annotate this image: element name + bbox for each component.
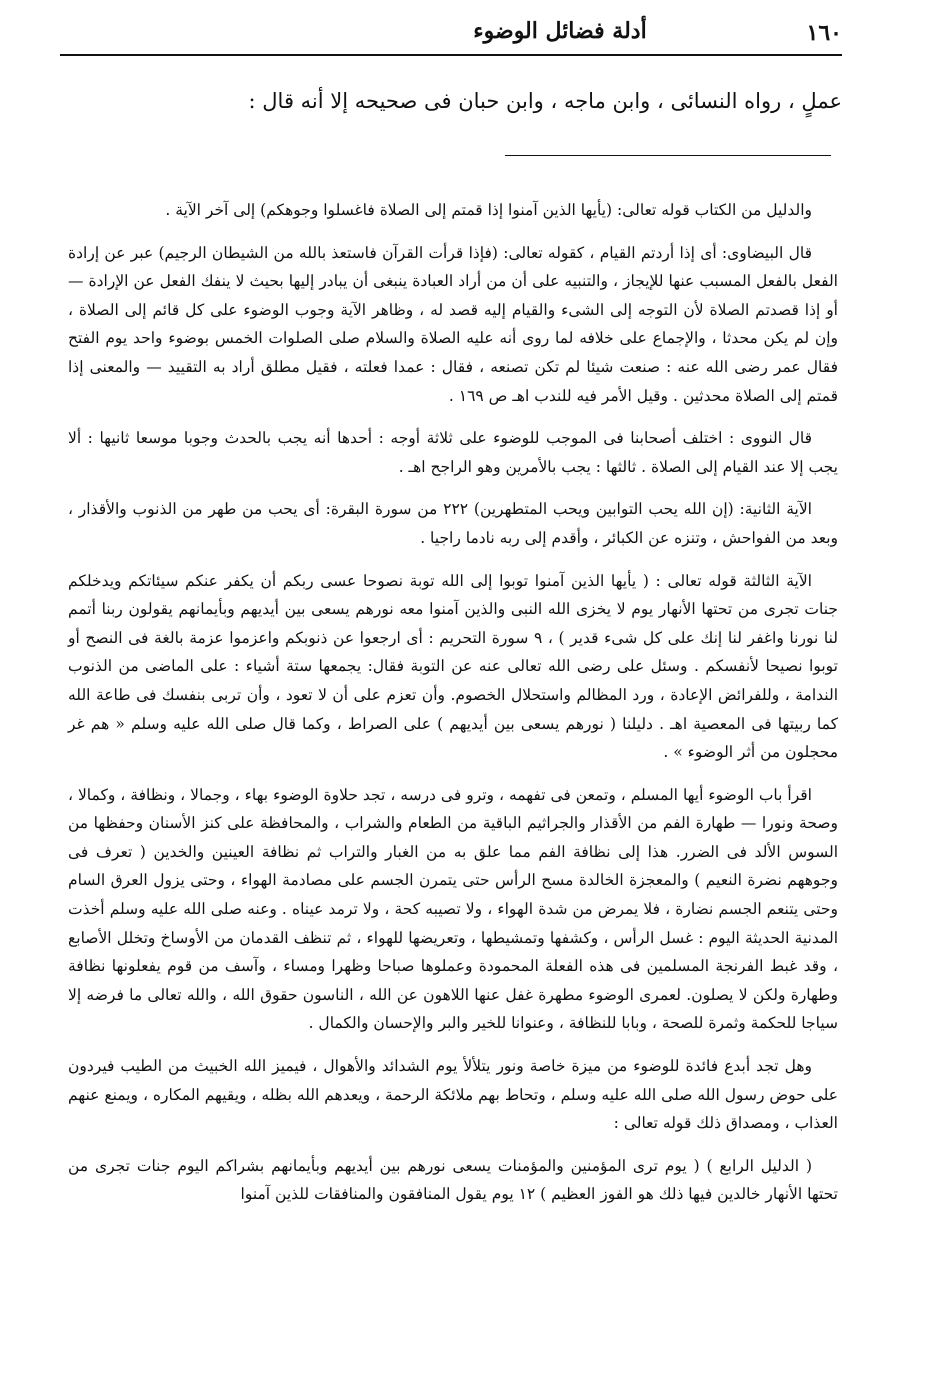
page-number: ١٦٠ xyxy=(806,20,842,46)
paragraph-nawawi: قال النووى : اختلف أصحابنا فى الموجب للوضوء على ثلاثة أوجه : أحدها أنه يجب بالحدث وجوبا موسعا ثانيها : ألا يجب إلا عند القيام إلى الصلاة . ثالثها : يجب بالأمرين وهو الراجح اهـ . xyxy=(68,429,838,476)
footnote-separator xyxy=(505,155,831,156)
paragraph-day-of-judgment: وهل تجد أبدع فائدة للوضوء من ميزة خاصة ونور يتلألأ يوم الشدائد والأهوال ، فيميز الله الخبيث من الطيب فيردون على حوض رسول الله صلى الله عليه وسلم ، وتحاط بهم ملائكة الرحمة ، ويعدهم الله بظله ، ويقيهم المكاره ، ويمنع عنهم العذاب ، ومصداق ذلك قوله تعالى : xyxy=(68,1057,838,1133)
paragraph-fourth-evidence: ( الدليل الرابع ) ( يوم ترى المؤمنين والمؤمنات يسعى نورهم بين أيديهم وبأيمانهم بشراكم اليوم جنات تجرى من تحتها الأنهار خالدين فيها ذلك هو الفوز العظيم ) ١٢ يوم يقول المنافقون والمنافقات للذين آمنوا xyxy=(68,1156,838,1204)
footnote-body xyxy=(68,196,838,1223)
paragraph-baydawi: قال البيضاوى: أى إذا أردتم القيام ، كقوله تعالى: (فإذا قرأت القرآن فاستعذ بالله من الشيطان الرجيم) عبر عن إرادة الفعل بالفعل المسبب عنها للإيجاز ، والتنبيه على أن من أراد العبادة ينبغى أن يبادر إليها بحيث لا ينفك الفعل عن الإرادة — أو إذا قصدتم الصلاة لأن التوجه إلى الشىء والقيام إليه قصد له ، وظاهر الآية وجوب الوضوء على كل قائم إلى الصلاة ، وإن لم يكن محدثا ، والإجماع على خلافه لما روى أنه عليه الصلاة والسلام صلى الصلوات الخمس بوضوء واحد يوم الفتح فقال عمر رضى الله عنه : صنعت شيئا لم تكن تصنعه ، فقال : عمدا فعلته ، فقيل مطلق أراد به التقييد — والمعنى إذا قمتم إلى الصلاة محدثين . وقيل الأمر فيه للندب اهـ ص ١٦٩ . xyxy=(68,243,838,405)
page-header xyxy=(60,18,842,56)
paragraph-third-verse: الآية الثالثة قوله تعالى : ( يأيها الذين آمنوا توبوا إلى الله توبة نصوحا عسى ربكم أن يكفر عنكم سيئاتكم ويدخلكم جنات تجرى من تحتها الأنهار يوم لا يخزى الله النبى والذين آمنوا معه نورهم يسعى بين أيديهم وبأيمانهم يقولون ربنا أتمم لنا نورنا واغفر لنا إنك على كل شىء قدير ) ، ٩ سورة التحريم : أى ارجعوا عن ذنوبكم واعزموا عزمة بالغة فى النصح أو توبوا نصيحا لأنفسكم . وسئل على رضى الله تعالى عنه عن التوبة فقال: يجمعها ستة أشياء : على الماضى من الذنوب الندامة ، وللفرائض الإعادة ، ورد المظالم واستحلال الخصوم. وأن تعزم على أن لا تعود ، وأن تربى بنفسك فى طاعة الله كما ربيتها فى المعصية اهـ . دليلنا ( نورهم يسعى بين أيديهم ) على الصراط ، وكما قال صلى الله عليه وسلم « هم غر محجلون من أثر الوضوء » . xyxy=(68,571,838,762)
paragraph-quran-evidence: والدليل من الكتاب قوله تعالى: (يأيها الذين آمنوا إذا قمتم إلى الصلاة فاغسلوا وجوهكم) إلى آخر الآية . xyxy=(165,201,812,219)
running-title: أدلة فضائل الوضوء xyxy=(473,18,647,44)
paragraph-second-verse: الآية الثانية: (إن الله يحب التوابين ويحب المتطهرين) ٢٢٢ من سورة البقرة: أى يحب من طهر من الذنوب والأقذار ، وبعد من الفواحش ، وتنزه عن الكبائر ، وأقدم إلى ربه نادما راجيا . xyxy=(68,500,838,547)
paragraph-wudu-benefits: اقرأ باب الوضوء أيها المسلم ، وتمعن فى تفهمه ، وترو فى درسه ، تجد حلاوة الوضوء بهاء ، وجمالا ، ونظافة ، وكمالا ، وصحة ونورا — طهارة الفم من الأقذار والجراثيم الباقية من الطعام والشراب ، والمحافظة على كنز الأسنان وحفظها من السوس الألد فى الضرر. هذا إلى نظافة الفم مما علق به من الغبار والتراب ثم نظافة العينين والخدين ( تعرف فى وجوههم نضرة النعيم ) والمعجزة الخالدة مسح الرأس حتى يتمرن الجسم على مصادمة الهواء ، وحتى يزول العرق السام وحتى يتنعم الجسم نضارة ، فلا يمرض من شدة الهواء ، ولا تصيبه كحة ، ولا ترمد عيناه . وعنه صلى الله عليه وسلم أخذت المدنية الحديثة اليوم : غسل الرأس ، وكشفها وتمشيطها ، وتعريضها للهواء ، ثم تنظف القدمان من الأوساخ وتخلل الأصابع ، وقد غبط الفرنجة المسلمين فى هذه الفعلة المحمودة وعملوها صباحا وظهرا ومساء ، وآسف من قوم يفعلونها نظافة وطهارة ولكن لا يصلون. لعمرى الوضوء مطهرة غفل عنها اللاهون عن الله ، الناسون حقوق الله ، والله تعالى ما فرضه إلا سياجا للحكمة وثمرة للصحة ، وبابا للنظافة ، وعنوانا للخير والبر والإحسان والكمال . xyxy=(68,785,838,1033)
intro-line: عملٍ ، رواه النسائى ، وابن ماجه ، وابن حبان فى صحيحه إلا أنه قال : xyxy=(248,89,842,113)
